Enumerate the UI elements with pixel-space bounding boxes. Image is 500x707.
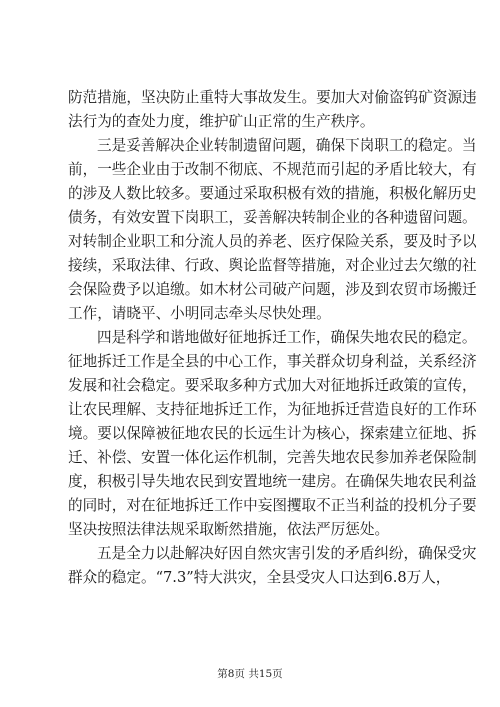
text-line: 的同时，对在征地拆迁工作中妄图攫取不正当利益的投机分子要: [68, 497, 477, 514]
text-line: 会保险费予以追缴。如木材公司破产问题，涉及到农贸市场搬迁: [68, 281, 477, 298]
text-line: 五是全力以赴解决好因自然灾害引发的矛盾纠纷，确保受灾: [97, 545, 477, 562]
text-line: 境。要以保障被征地农民的长远生计为核心，探索建立征地、拆: [68, 425, 477, 442]
text-line: 法行为的查处力度，维护矿山正常的生产秩序。: [68, 113, 375, 130]
text-line: 的涉及人数比较多。要通过采取积极有效的措施，积极化解历史: [68, 185, 477, 202]
text-line: 四是科学和谐地做好征地拆迁工作，确保失地农民的稳定。: [97, 329, 477, 346]
text-line: 接续，采取法律、行政、舆论监督等措施，对企业过去欠缴的社: [68, 257, 477, 274]
text-line: 坚决按照法律法规采取断然措施，依法严厉惩处。: [68, 521, 390, 538]
text-line: 发展和社会稳定。要采取多种方式加大对征地拆迁政策的宣传，: [68, 377, 477, 394]
text-line: 度，积极引导失地农民到安置地统一建房。在确保失地农民利益: [68, 473, 477, 490]
text-line: 债务，有效安置下岗职工，妥善解决转制企业的各种遗留问题。: [68, 209, 477, 226]
text-line: 三是妥善解决企业转制遗留问题，确保下岗职工的稳定。当: [97, 137, 477, 154]
text-line: 防范措施，坚决防止重特大事故发生。要加大对偷盗钨矿资源违: [68, 89, 477, 106]
text-line: 征地拆迁工作是全县的中心工作，事关群众切身利益，关系经济: [68, 353, 477, 370]
page-footer: 第8页 共15页: [217, 668, 283, 680]
text-line: 前，一些企业由于改制不彻底、不规范而引起的矛盾比较大，有: [68, 161, 477, 178]
text-line: 工作，请晓平、小明同志牵头尽快处理。: [68, 305, 331, 322]
text-line: 群众的稳定。“7.3”特大洪灾，全县受灾人口达到6.8万人，: [68, 569, 451, 586]
text-line: 迁、补偿、安置一体化运作机制，完善失地农民参加养老保险制: [68, 449, 477, 466]
text-line: 对转制企业职工和分流人员的养老、医疗保险关系，要及时予以: [68, 233, 477, 250]
document-body: [68, 86, 477, 590]
text-line: 让农民理解、支持征地拆迁工作，为征地拆迁营造良好的工作环: [68, 401, 477, 418]
